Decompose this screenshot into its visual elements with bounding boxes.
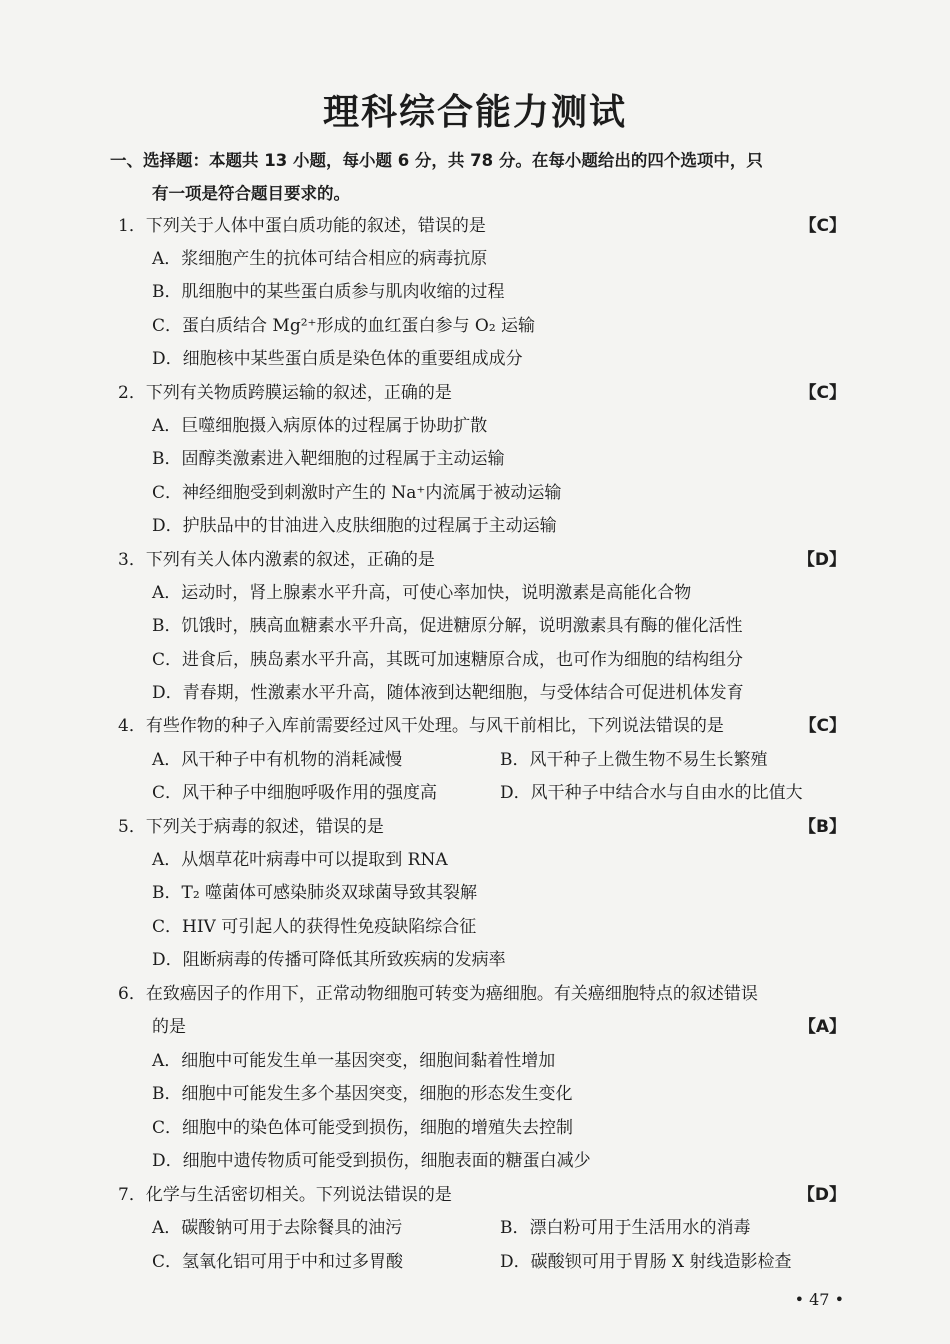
question-4-stem: 4．有些作物的种子入库前需要经过风干处理。与风干前相比，下列说法错误的是	[118, 716, 724, 736]
question-7-option-a: A．碳酸钠可用于去除餐具的油污	[152, 1218, 403, 1238]
question-5-option-c: C．HIV 可引起人的获得性免疫缺陷综合征	[152, 917, 477, 937]
question-7-answer: 【D】	[797, 1185, 846, 1205]
question-5-option-d: D．阻断病毒的传播可降低其所致疾病的发病率	[152, 950, 506, 970]
question-6-option-c: C．细胞中的染色体可能受到损伤，细胞的增殖失去控制	[152, 1118, 574, 1138]
question-1-option-b: B．肌细胞中的某些蛋白质参与肌肉收缩的过程	[152, 282, 505, 302]
question-2-option-c: C．神经细胞受到刺激时产生的 Na⁺内流属于被动运输	[152, 483, 562, 503]
question-1-option-a: A．浆细胞产生的抗体可结合相应的病毒抗原	[152, 249, 488, 269]
question-1-stem: 1．下列关于人体中蛋白质功能的叙述，错误的是	[118, 216, 486, 236]
question-7-stem: 7．化学与生活密切相关。下列说法错误的是	[118, 1185, 452, 1205]
question-2-answer: 【C】	[799, 383, 846, 403]
question-3-option-c: C．进食后，胰岛素水平升高，其既可加速糖原合成，也可作为细胞的结构组分	[152, 650, 744, 670]
question-5-option-b: B．T₂ 噬菌体可感染肺炎双球菌导致其裂解	[152, 883, 478, 903]
question-3-answer: 【D】	[797, 550, 846, 570]
question-5-stem: 5．下列关于病毒的叙述，错误的是	[118, 817, 384, 837]
question-4-answer: 【C】	[799, 716, 846, 736]
section-instruction-line1: 一、选择题：本题共 13 小题，每小题 6 分，共 78 分。在每小题给出的四个选项中，只	[110, 151, 763, 170]
question-6-stem: 6．在致癌因子的作用下，正常动物细胞可转变为癌细胞。有关癌细胞特点的叙述错误	[118, 984, 758, 1004]
question-1-option-c: C．蛋白质结合 Mg²⁺形成的血红蛋白参与 O₂ 运输	[152, 316, 536, 336]
question-5-answer: 【B】	[799, 817, 846, 837]
question-6-stem-continued: 的是	[152, 1017, 186, 1037]
question-3-stem: 3．下列有关人体内激素的叙述，正确的是	[118, 550, 435, 570]
question-4-option-a: A．风干种子中有机物的消耗减慢	[152, 750, 403, 770]
question-6-option-a: A．细胞中可能发生单一基因突变，细胞间黏着性增加	[152, 1051, 556, 1071]
question-4-option-c: C．风干种子中细胞呼吸作用的强度高	[152, 783, 438, 803]
question-4-option-b: B．风干种子上微生物不易生长繁殖	[500, 750, 768, 770]
question-3-option-a: A．运动时，肾上腺素水平升高，可使心率加快，说明激素是高能化合物	[152, 583, 692, 603]
question-3-option-d: D．青春期，性激素水平升高，随体液到达靶细胞，与受体结合可促进机体发育	[152, 683, 744, 703]
question-5-option-a: A．从烟草花叶病毒中可以提取到 RNA	[152, 850, 448, 870]
question-6-option-b: B．细胞中可能发生多个基因突变，细胞的形态发生变化	[152, 1084, 573, 1104]
question-2-option-b: B．固醇类激素进入靶细胞的过程属于主动运输	[152, 449, 505, 469]
page-title: 理科综合能力测试	[322, 92, 627, 133]
question-4-option-d: D．风干种子中结合水与自由水的比值大	[500, 783, 803, 803]
page-number: • 47 •	[794, 1290, 844, 1309]
question-2-option-d: D．护肤品中的甘油进入皮肤细胞的过程属于主动运输	[152, 516, 557, 536]
question-2-stem: 2．下列有关物质跨膜运输的叙述，正确的是	[118, 383, 452, 403]
question-7-option-c: C．氢氧化铝可用于中和过多胃酸	[152, 1252, 404, 1272]
question-2-option-a: A．巨噬细胞摄入病原体的过程属于协助扩散	[152, 416, 488, 436]
question-6-answer: 【A】	[798, 1017, 846, 1037]
section-instruction-line2: 有一项是符合题目要求的。	[152, 184, 350, 203]
question-3-option-b: B．饥饿时，胰高血糖素水平升高，促进糖原分解，说明激素具有酶的催化活性	[152, 616, 743, 636]
question-6-option-d: D．细胞中遗传物质可能受到损伤，细胞表面的糖蛋白减少	[152, 1151, 591, 1171]
question-1-answer: 【C】	[799, 216, 846, 236]
question-7-option-d: D．碳酸钡可用于胃肠 X 射线造影检查	[500, 1252, 792, 1272]
question-1-option-d: D．细胞核中某些蛋白质是染色体的重要组成成分	[152, 349, 523, 369]
question-7-option-b: B．漂白粉可用于生活用水的消毒	[500, 1218, 751, 1238]
